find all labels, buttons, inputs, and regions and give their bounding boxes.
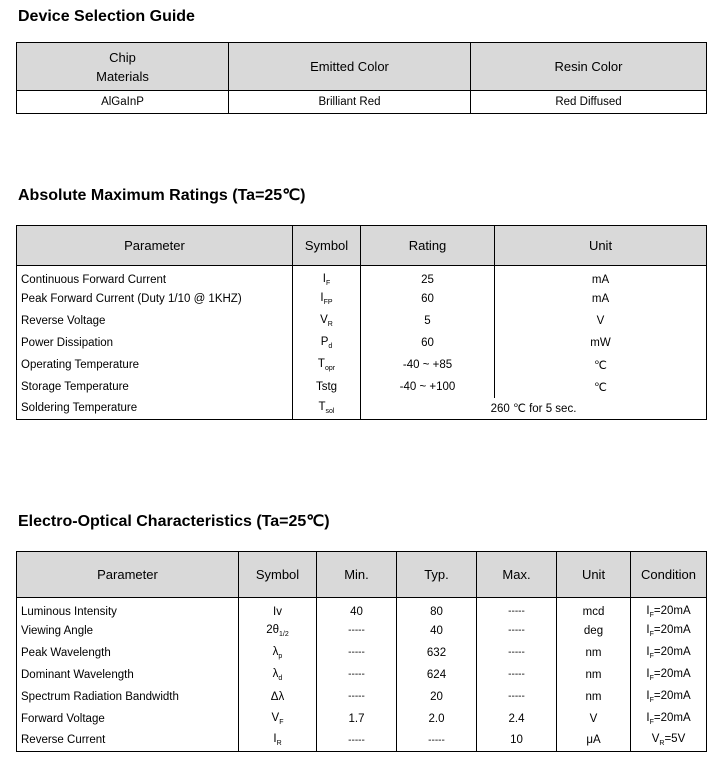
condition-cell: $I_F=20mA$: [631, 642, 707, 664]
header-rating: Rating: [361, 226, 495, 266]
header-emitted-color: Emitted Color: [229, 43, 471, 91]
header-resin-color: Resin Color: [471, 43, 707, 91]
symbol-cell: $T_{opr}$: [293, 354, 361, 376]
min-cell: -----: [317, 686, 397, 708]
rating-cell: 60: [361, 288, 495, 310]
table-row: [17, 91, 707, 114]
emitted-color-cell: Brilliant Red: [229, 91, 471, 114]
unit-cell: mA: [495, 266, 707, 288]
parameter-cell: Viewing Angle: [17, 620, 239, 642]
header-chip-materials: [17, 43, 229, 91]
header-condition: Condition: [631, 552, 707, 598]
table-row: [17, 730, 707, 752]
rating-cell: -40 ~ +100: [361, 376, 495, 398]
unit-cell: mA: [495, 288, 707, 310]
parameter-cell: Operating Temperature: [17, 354, 293, 376]
min-cell: -----: [317, 664, 397, 686]
header-unit: Unit: [495, 226, 707, 266]
unit-cell: V: [495, 310, 707, 332]
condition-cell: $I_F=20mA$: [631, 620, 707, 642]
parameter-cell: Reverse Voltage: [17, 310, 293, 332]
max-cell: -----: [477, 598, 557, 620]
unit-cell: μA: [557, 730, 631, 752]
min-cell: 1.7: [317, 708, 397, 730]
typ-cell: -----: [397, 730, 477, 752]
condition-cell: $I_F=20mA$: [631, 686, 707, 708]
table-row: [17, 398, 707, 420]
rating-cell: 5: [361, 310, 495, 332]
min-cell: -----: [317, 620, 397, 642]
table-header-row: [17, 552, 707, 598]
typ-cell: 632: [397, 642, 477, 664]
electro-optical-table: [16, 551, 707, 752]
unit-cell: deg: [557, 620, 631, 642]
unit-cell: V: [557, 708, 631, 730]
symbol-cell: $V_R$: [293, 310, 361, 332]
symbol-cell: $2\theta_{1/2}$: [239, 620, 317, 642]
table-row: [17, 288, 707, 310]
symbol-cell: $P_d$: [293, 332, 361, 354]
condition-cell: $I_F=20mA$: [631, 664, 707, 686]
chip-cell: AlGaInP: [17, 91, 229, 114]
unit-cell: nm: [557, 686, 631, 708]
table-row: [17, 686, 707, 708]
parameter-cell: Luminous Intensity: [17, 598, 239, 620]
rating-cell: 25: [361, 266, 495, 288]
max-cell: -----: [477, 620, 557, 642]
parameter-cell: Soldering Temperature: [17, 398, 293, 420]
symbol-cell: $\lambda_p$: [239, 642, 317, 664]
symbol-cell: $\lambda_d$: [239, 664, 317, 686]
symbol-cell: $I_F$: [293, 266, 361, 288]
unit-cell: mW: [495, 332, 707, 354]
min-cell: 40: [317, 598, 397, 620]
condition-cell: $V_R=5V$: [631, 730, 707, 752]
parameter-cell: Forward Voltage: [17, 708, 239, 730]
parameter-cell: Dominant Wavelength: [17, 664, 239, 686]
table-row: [17, 376, 707, 398]
symbol-cell: $I_{FP}$: [293, 288, 361, 310]
device-selection-title: Device Selection Guide: [18, 8, 195, 25]
header-typ: Typ.: [397, 552, 477, 598]
resin-color-cell: Red Diffused: [471, 91, 707, 114]
unit-cell: nm: [557, 664, 631, 686]
table-row: [17, 310, 707, 332]
condition-cell: $I_F=20mA$: [631, 708, 707, 730]
header-unit: Unit: [557, 552, 631, 598]
symbol-cell: $V_F$: [239, 708, 317, 730]
min-cell: -----: [317, 730, 397, 752]
header-symbol: Symbol: [293, 226, 361, 266]
rating-cell: 60: [361, 332, 495, 354]
unit-cell: mcd: [557, 598, 631, 620]
header-chip-line2: Materials: [96, 68, 149, 84]
table-row: [17, 664, 707, 686]
rating-cell: 260 ℃ for 5 sec.: [361, 398, 707, 420]
symbol-cell: $I_R$: [239, 730, 317, 752]
symbol-cell: Δλ: [239, 686, 317, 708]
table-row: [17, 708, 707, 730]
parameter-cell: Power Dissipation: [17, 332, 293, 354]
table-row: [17, 598, 707, 620]
typ-cell: 624: [397, 664, 477, 686]
max-cell: 10: [477, 730, 557, 752]
table-row: [17, 332, 707, 354]
min-cell: -----: [317, 642, 397, 664]
header-parameter: Parameter: [17, 552, 239, 598]
unit-cell: ℃: [495, 354, 707, 376]
table-header-row: [17, 226, 707, 266]
parameter-cell: Continuous Forward Current: [17, 266, 293, 288]
condition-cell: $I_F=20mA$: [631, 598, 707, 620]
parameter-cell: Peak Wavelength: [17, 642, 239, 664]
parameter-cell: Peak Forward Current (Duty 1/10 @ 1KHZ): [17, 288, 293, 310]
typ-cell: 80: [397, 598, 477, 620]
table-header-row: [17, 43, 707, 91]
abs-max-table: [16, 225, 707, 420]
abs-max-title: Absolute Maximum Ratings (Ta=25℃): [18, 187, 306, 204]
rating-cell: -40 ~ +85: [361, 354, 495, 376]
parameter-cell: Spectrum Radiation Bandwidth: [17, 686, 239, 708]
header-symbol: Symbol: [239, 552, 317, 598]
header-max: Max.: [477, 552, 557, 598]
unit-cell: nm: [557, 642, 631, 664]
symbol-cell: Iv: [239, 598, 317, 620]
header-min: Min.: [317, 552, 397, 598]
table-row: [17, 620, 707, 642]
table-row: [17, 642, 707, 664]
unit-cell: ℃: [495, 376, 707, 398]
typ-cell: 40: [397, 620, 477, 642]
electro-optical-title: Electro-Optical Characteristics (Ta=25℃): [18, 513, 330, 530]
max-cell: -----: [477, 686, 557, 708]
header-chip-line1: Chip: [109, 49, 136, 65]
typ-cell: 2.0: [397, 708, 477, 730]
symbol-cell: Tstg: [293, 376, 361, 398]
table-row: [17, 266, 707, 288]
max-cell: -----: [477, 642, 557, 664]
header-parameter: Parameter: [17, 226, 293, 266]
typ-cell: 20: [397, 686, 477, 708]
symbol-cell: $T_{sol}$: [293, 398, 361, 420]
parameter-cell: Storage Temperature: [17, 376, 293, 398]
device-selection-table: [16, 42, 707, 114]
max-cell: 2.4: [477, 708, 557, 730]
max-cell: -----: [477, 664, 557, 686]
table-row: [17, 354, 707, 376]
parameter-cell: Reverse Current: [17, 730, 239, 752]
